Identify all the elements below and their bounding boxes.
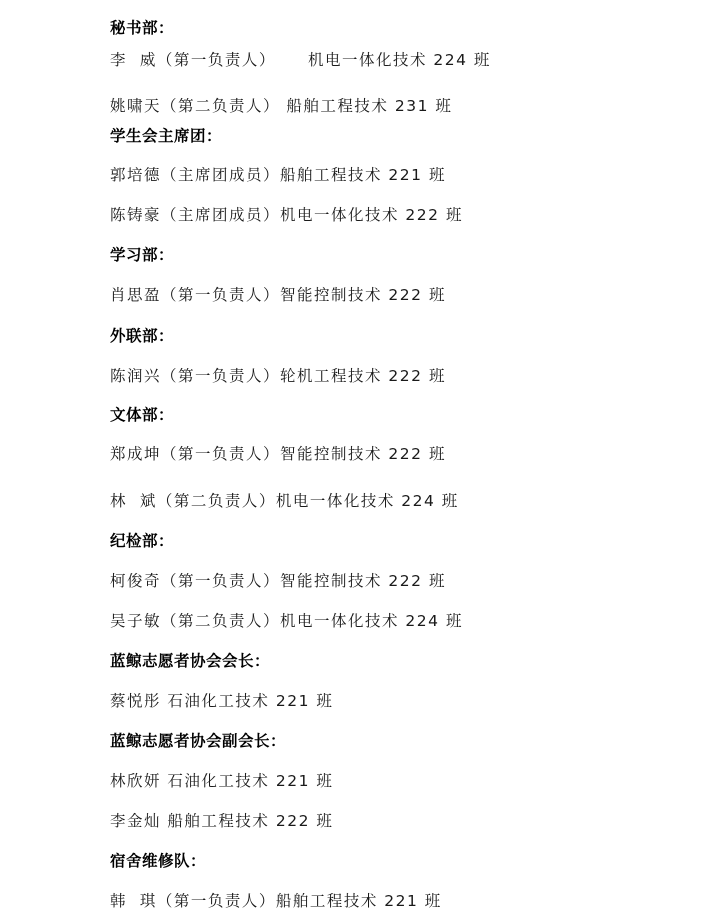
member-entry: 吴子敏（第二负责人）机电一体化技术 224 班 (110, 612, 463, 630)
member-entry: 姚啸天（第二负责人） 船舶工程技术 231 班 (110, 97, 453, 115)
member-entry: 郭培德（主席团成员）船舶工程技术 221 班 (110, 166, 446, 184)
section-heading-discipline: 纪检部： (110, 532, 175, 550)
section-heading-culture-sports: 文体部： (110, 406, 175, 424)
section-heading-dorm-repair: 宿舍维修队： (110, 852, 207, 870)
member-entry: 肖思盈（第一负责人）智能控制技术 222 班 (110, 286, 446, 304)
member-entry: 林欣妍 石油化工技术 221 班 (110, 772, 334, 790)
member-entry: 陈润兴（第一负责人）轮机工程技术 222 班 (110, 367, 446, 385)
member-entry: 李 威（第一负责人） 机电一体化技术 224 班 (110, 51, 491, 69)
member-entry: 韩 琪（第一负责人）船舶工程技术 221 班 (110, 892, 442, 910)
member-entry: 林 斌（第二负责人）机电一体化技术 224 班 (110, 492, 459, 510)
section-heading-study: 学习部： (110, 246, 175, 264)
section-heading-secretariat: 秘书部： (110, 19, 175, 37)
member-entry: 李金灿 船舶工程技术 222 班 (110, 812, 334, 830)
section-heading-presidium: 学生会主席团： (110, 127, 223, 145)
section-heading-external: 外联部： (110, 327, 175, 345)
member-entry: 蔡悦彤 石油化工技术 221 班 (110, 692, 334, 710)
section-heading-volunteer-vice-president: 蓝鲸志愿者协会副会长： (110, 732, 287, 750)
member-entry: 柯俊奇（第一负责人）智能控制技术 222 班 (110, 572, 446, 590)
member-entry: 郑成坤（第一负责人）智能控制技术 222 班 (110, 445, 446, 463)
section-heading-volunteer-president: 蓝鲸志愿者协会会长： (110, 652, 271, 670)
member-entry: 陈铸豪（主席团成员）机电一体化技术 222 班 (110, 206, 463, 224)
